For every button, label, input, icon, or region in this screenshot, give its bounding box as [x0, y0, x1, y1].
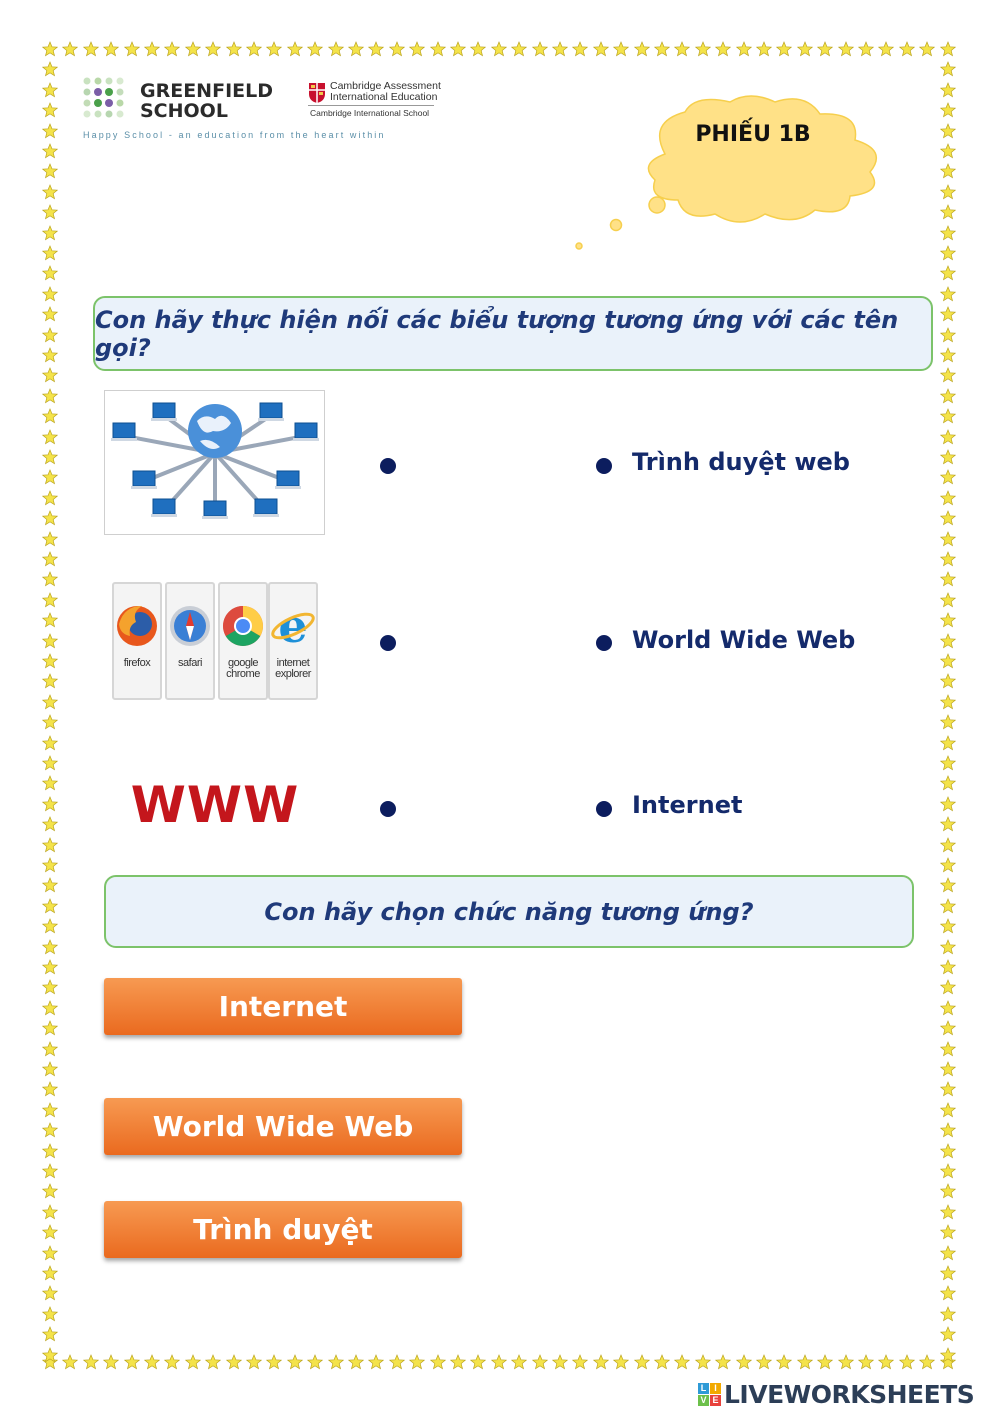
browser-card-chrome: [218, 582, 268, 700]
border-star-icon: [42, 1183, 58, 1199]
border-star-icon: [348, 41, 364, 57]
border-star-icon: [940, 775, 956, 791]
border-star-icon: [756, 1354, 772, 1370]
border-star-icon: [266, 1354, 282, 1370]
border-star-icon: [858, 1354, 874, 1370]
cambridge-shield-icon: [308, 82, 326, 104]
border-star-icon: [430, 41, 446, 57]
cambridge-line3: Cambridge International School: [310, 108, 430, 118]
border-star-icon: [42, 143, 58, 159]
border-star-icon: [42, 469, 58, 485]
border-star-icon: [226, 41, 242, 57]
border-star-icon: [940, 388, 956, 404]
border-star-icon: [450, 41, 466, 57]
border-star-icon: [940, 939, 956, 955]
border-star-icon: [940, 531, 956, 547]
liveworksheets-logo: [698, 1380, 974, 1408]
browser-label-chrome-2: chrome: [226, 668, 260, 680]
border-star-icon: [940, 714, 956, 730]
border-star-icon: [42, 877, 58, 893]
border-star-icon: [103, 1354, 119, 1370]
border-star-icon: [42, 1102, 58, 1118]
border-star-icon: [42, 327, 58, 343]
border-star-icon: [940, 82, 956, 98]
border-star-icon: [613, 41, 629, 57]
border-star-icon: [368, 1354, 384, 1370]
border-star-icon: [42, 490, 58, 506]
border-star-icon: [940, 551, 956, 567]
border-star-icon: [42, 388, 58, 404]
border-star-icon: [776, 41, 792, 57]
border-star-icon: [368, 41, 384, 57]
border-star-icon: [42, 633, 58, 649]
border-star-icon: [42, 82, 58, 98]
border-star-icon: [42, 837, 58, 853]
border-star-icon: [940, 653, 956, 669]
border-star-icon: [430, 1354, 446, 1370]
border-star-icon: [42, 429, 58, 445]
border-star-icon: [940, 265, 956, 281]
border-star-icon: [266, 41, 282, 57]
border-star-icon: [940, 123, 956, 139]
border-star-icon: [674, 1354, 690, 1370]
border-star-icon: [940, 245, 956, 261]
border-star-icon: [940, 633, 956, 649]
border-star-icon: [940, 979, 956, 995]
border-star-icon: [940, 347, 956, 363]
border-star-icon: [42, 796, 58, 812]
border-star-icon: [940, 816, 956, 832]
border-star-icon: [552, 41, 568, 57]
border-star-icon: [736, 1354, 752, 1370]
border-star-icon: [42, 1000, 58, 1016]
badge-letter-v: V: [698, 1395, 709, 1406]
border-star-icon: [42, 653, 58, 669]
border-star-icon: [940, 41, 956, 57]
border-star-icon: [940, 1245, 956, 1261]
browser-label-ie-1: internet: [276, 657, 310, 669]
question-1-text: Con hãy thực hiện nối các biểu tượng tương ứng với các tên gọi?: [95, 305, 899, 362]
match-dot-left-2[interactable]: [380, 635, 396, 651]
network-image: [104, 390, 325, 535]
border-star-icon: [42, 1204, 58, 1220]
border-star-icon: [42, 714, 58, 730]
border-star-icon: [124, 1354, 140, 1370]
border-star-icon: [42, 204, 58, 220]
border-star-icon: [940, 306, 956, 322]
browser-card-firefox: [112, 582, 162, 700]
border-star-icon: [940, 959, 956, 975]
border-star-icon: [940, 367, 956, 383]
border-star-icon: [42, 123, 58, 139]
question-2-text: Con hãy chọn chức năng tương ứng?: [264, 897, 754, 926]
border-star-icon: [940, 796, 956, 812]
border-star-icon: [940, 1285, 956, 1301]
www-logo: WWW: [130, 776, 300, 834]
border-star-icon: [634, 1354, 650, 1370]
border-star-icon: [246, 1354, 262, 1370]
border-star-icon: [42, 1265, 58, 1281]
border-star-icon: [940, 918, 956, 934]
border-star-icon: [858, 41, 874, 57]
border-star-icon: [695, 41, 711, 57]
border-star-icon: [940, 735, 956, 751]
badge-letter-i: I: [710, 1383, 721, 1394]
internet-explorer-icon: [270, 596, 316, 656]
border-star-icon: [940, 1102, 956, 1118]
border-star-icon: [940, 1122, 956, 1138]
border-star-icon: [940, 898, 956, 914]
cambridge-line2: International Education: [330, 91, 438, 103]
border-star-icon: [634, 41, 650, 57]
border-star-icon: [940, 1265, 956, 1281]
border-star-icon: [613, 1354, 629, 1370]
border-star-icon: [940, 694, 956, 710]
border-star-icon: [42, 1245, 58, 1261]
match-dot-left-1[interactable]: [380, 458, 396, 474]
border-star-icon: [42, 775, 58, 791]
border-star-icon: [409, 41, 425, 57]
border-star-icon: [940, 592, 956, 608]
browser-card-ie: [268, 582, 318, 700]
border-star-icon: [42, 1163, 58, 1179]
question-box-2: [104, 875, 914, 948]
border-star-icon: [42, 1122, 58, 1138]
border-star-icon: [940, 327, 956, 343]
answer-button-internet[interactable]: Internet: [104, 978, 462, 1035]
border-star-icon: [42, 918, 58, 934]
cambridge-line1: Cambridge Assessment: [330, 80, 441, 92]
border-star-icon: [776, 1354, 792, 1370]
border-star-icon: [572, 41, 588, 57]
border-star-icon: [42, 184, 58, 200]
border-star-icon: [756, 41, 772, 57]
border-star-icon: [940, 1143, 956, 1159]
match-dot-right-1[interactable]: [596, 458, 612, 474]
border-star-icon: [674, 41, 690, 57]
border-star-icon: [572, 1354, 588, 1370]
border-star-icon: [246, 41, 262, 57]
border-star-icon: [940, 469, 956, 485]
border-star-icon: [62, 1354, 78, 1370]
border-star-icon: [940, 429, 956, 445]
border-star-icon: [42, 408, 58, 424]
border-star-icon: [164, 1354, 180, 1370]
match-dot-right-3[interactable]: [596, 801, 612, 817]
border-star-icon: [491, 1354, 507, 1370]
border-star-icon: [42, 1285, 58, 1301]
border-star-icon: [348, 1354, 364, 1370]
border-star-icon: [940, 61, 956, 77]
answer-button-www[interactable]: World Wide Web: [104, 1098, 462, 1155]
border-star-icon: [42, 612, 58, 628]
border-star-icon: [940, 225, 956, 241]
border-star-icon: [42, 959, 58, 975]
border-star-icon: [532, 41, 548, 57]
border-star-icon: [42, 592, 58, 608]
border-star-icon: [185, 1354, 201, 1370]
browser-label-ie-2: explorer: [275, 668, 311, 680]
worksheet-label: PHIẾU 1B: [695, 122, 811, 147]
border-star-icon: [715, 1354, 731, 1370]
border-star-icon: [940, 1061, 956, 1077]
border-star-icon: [919, 41, 935, 57]
match-dot-left-3[interactable]: [380, 801, 396, 817]
term-www: World Wide Web: [632, 626, 856, 654]
border-star-icon: [42, 1020, 58, 1036]
border-star-icon: [42, 694, 58, 710]
border-star-icon: [817, 41, 833, 57]
border-star-icon: [940, 837, 956, 853]
border-star-icon: [42, 1306, 58, 1322]
border-star-icon: [940, 673, 956, 689]
border-star-icon: [42, 102, 58, 118]
border-star-icon: [491, 41, 507, 57]
safari-icon: [167, 596, 213, 656]
border-star-icon: [328, 1354, 344, 1370]
border-star-icon: [42, 61, 58, 77]
border-star-icon: [42, 857, 58, 873]
network-globe-icon: [105, 391, 324, 534]
match-dot-right-2[interactable]: [596, 635, 612, 651]
cambridge-divider: [308, 105, 434, 106]
border-star-icon: [940, 286, 956, 302]
border-star-icon: [328, 41, 344, 57]
border-star-icon: [470, 41, 486, 57]
border-star-icon: [919, 1354, 935, 1370]
border-star-icon: [42, 306, 58, 322]
border-star-icon: [42, 1061, 58, 1077]
border-star-icon: [42, 347, 58, 363]
border-star-icon: [409, 1354, 425, 1370]
border-star-icon: [511, 1354, 527, 1370]
border-star-icon: [940, 143, 956, 159]
border-star-icon: [124, 41, 140, 57]
border-star-icon: [42, 286, 58, 302]
border-star-icon: [940, 184, 956, 200]
badge-letter-l: L: [698, 1383, 709, 1394]
question-box-1: [93, 296, 933, 371]
border-star-icon: [42, 531, 58, 547]
border-star-icon: [103, 41, 119, 57]
border-star-icon: [42, 449, 58, 465]
border-star-icon: [940, 163, 956, 179]
border-star-icon: [83, 1354, 99, 1370]
school-name-line2: SCHOOL: [140, 100, 228, 122]
border-star-icon: [940, 490, 956, 506]
border-star-icon: [940, 1041, 956, 1057]
term-browser: Trình duyệt web: [632, 448, 850, 476]
border-star-icon: [42, 367, 58, 383]
border-star-icon: [878, 41, 894, 57]
border-star-icon: [940, 612, 956, 628]
border-star-icon: [899, 41, 915, 57]
border-star-icon: [552, 1354, 568, 1370]
cambridge-logo: [308, 80, 441, 122]
border-star-icon: [940, 877, 956, 893]
browser-label-safari-1: safari: [178, 657, 202, 669]
border-star-icon: [654, 41, 670, 57]
border-star-icon: [42, 1143, 58, 1159]
border-star-icon: [42, 735, 58, 751]
border-star-icon: [940, 449, 956, 465]
border-star-icon: [42, 163, 58, 179]
border-star-icon: [940, 571, 956, 587]
border-star-icon: [144, 1354, 160, 1370]
border-star-icon: [940, 1204, 956, 1220]
border-star-icon: [144, 41, 160, 57]
border-star-icon: [940, 408, 956, 424]
border-star-icon: [42, 1041, 58, 1057]
term-internet: Internet: [632, 791, 743, 819]
border-star-icon: [654, 1354, 670, 1370]
border-star-icon: [287, 41, 303, 57]
school-logo: [82, 76, 272, 126]
border-star-icon: [42, 245, 58, 261]
border-star-icon: [940, 755, 956, 771]
border-star-icon: [940, 1347, 956, 1363]
border-star-icon: [797, 41, 813, 57]
border-star-icon: [307, 1354, 323, 1370]
border-star-icon: [715, 41, 731, 57]
live-badge-icon: [698, 1383, 721, 1406]
border-star-icon: [42, 1347, 58, 1363]
firefox-icon: [114, 596, 160, 656]
border-star-icon: [226, 1354, 242, 1370]
browser-label-chrome-1: google: [227, 657, 259, 669]
browser-label-firefox-1: firefox: [123, 657, 151, 669]
logo-dots-icon: [82, 76, 132, 126]
border-star-icon: [42, 673, 58, 689]
border-star-icon: [838, 1354, 854, 1370]
border-star-icon: [940, 1183, 956, 1199]
border-star-icon: [42, 41, 58, 57]
border-star-icon: [42, 979, 58, 995]
border-star-icon: [42, 939, 58, 955]
border-star-icon: [42, 755, 58, 771]
border-star-icon: [940, 204, 956, 220]
liveworksheets-brand: LIVEWORKSHEETS: [724, 1379, 975, 1409]
answer-button-browser[interactable]: Trình duyệt: [104, 1201, 462, 1258]
school-tagline: Happy School - an education from the heart within: [83, 130, 386, 140]
border-star-icon: [940, 1326, 956, 1342]
border-star-icon: [42, 510, 58, 526]
border-star-icon: [42, 1224, 58, 1240]
thought-cloud: [570, 92, 895, 254]
border-star-icon: [511, 41, 527, 57]
border-star-icon: [593, 41, 609, 57]
border-star-icon: [42, 816, 58, 832]
border-star-icon: [878, 1354, 894, 1370]
border-star-icon: [940, 1224, 956, 1240]
border-star-icon: [287, 1354, 303, 1370]
browser-card-safari: [165, 582, 215, 700]
border-star-icon: [185, 41, 201, 57]
border-star-icon: [42, 551, 58, 567]
border-star-icon: [940, 1081, 956, 1097]
border-star-icon: [42, 1326, 58, 1342]
border-star-icon: [940, 102, 956, 118]
border-star-icon: [164, 41, 180, 57]
border-star-icon: [695, 1354, 711, 1370]
border-star-icon: [42, 225, 58, 241]
border-star-icon: [736, 41, 752, 57]
border-star-icon: [899, 1354, 915, 1370]
border-star-icon: [42, 1081, 58, 1097]
border-star-icon: [940, 1163, 956, 1179]
border-star-icon: [797, 1354, 813, 1370]
border-star-icon: [83, 41, 99, 57]
border-star-icon: [940, 1000, 956, 1016]
border-star-icon: [42, 571, 58, 587]
border-star-icon: [205, 41, 221, 57]
border-star-icon: [817, 1354, 833, 1370]
svg-text:e: e: [278, 599, 308, 653]
border-star-icon: [205, 1354, 221, 1370]
border-star-icon: [470, 1354, 486, 1370]
border-star-icon: [940, 510, 956, 526]
border-star-icon: [62, 41, 78, 57]
border-star-icon: [42, 265, 58, 281]
border-star-icon: [532, 1354, 548, 1370]
border-star-icon: [307, 41, 323, 57]
border-star-icon: [838, 41, 854, 57]
chrome-icon: [220, 596, 266, 656]
border-star-icon: [389, 41, 405, 57]
border-star-icon: [42, 898, 58, 914]
badge-letter-e: E: [710, 1395, 721, 1406]
border-star-icon: [450, 1354, 466, 1370]
border-star-icon: [389, 1354, 405, 1370]
school-name-line1: GREENFIELD: [140, 80, 273, 102]
border-star-icon: [940, 1020, 956, 1036]
border-star-icon: [593, 1354, 609, 1370]
border-star-icon: [940, 1306, 956, 1322]
border-star-icon: [940, 857, 956, 873]
